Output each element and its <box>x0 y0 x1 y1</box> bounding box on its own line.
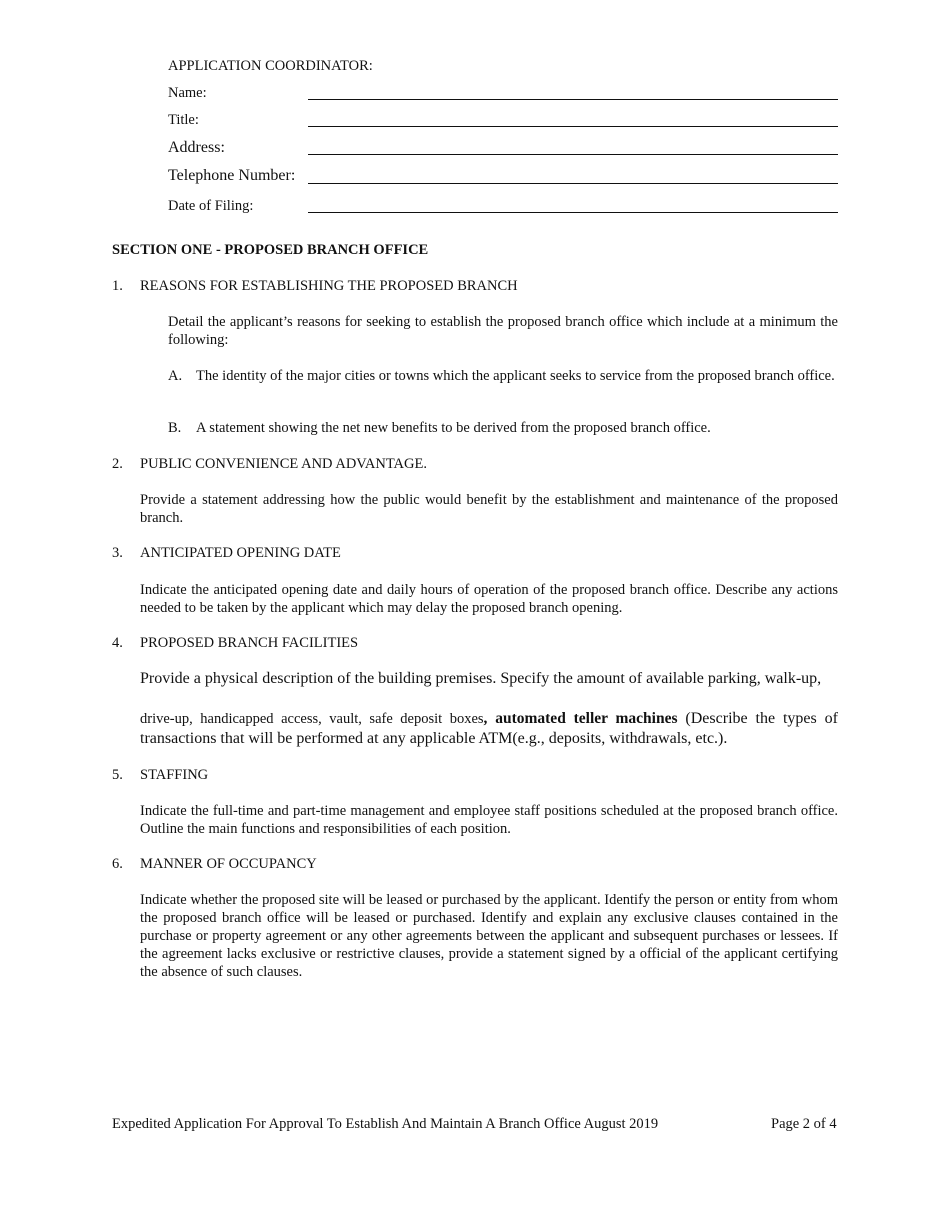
telephone-label: Telephone Number: <box>168 167 296 184</box>
footer-page-number: Page 2 of 4 <box>771 1116 837 1132</box>
item-2-text: Provide a statement addressing how the public would benefit by the establishment and maintenance of the proposed branch. <box>140 492 838 526</box>
item-2-title: PUBLIC CONVENIENCE AND ADVANTAGE. <box>140 456 427 472</box>
title-label: Title: <box>168 112 199 128</box>
item-6-title: MANNER OF OCCUPANCY <box>140 856 317 872</box>
item-5-title: STAFFING <box>140 767 209 783</box>
item-3-number: 3. <box>112 545 123 561</box>
item-5-text: Indicate the full-time and part-time management and employee staff positions scheduled at the proposed branch office. Outline the main functions and responsibilities of each position. <box>140 803 838 837</box>
item-3-text: Indicate the anticipated opening date and daily hours of operation of the proposed branch office. Describe any actions needed to be taken by the applicant which may delay the proposed branch opening. <box>140 582 838 616</box>
date-of-filing-label: Date of Filing: <box>168 198 254 214</box>
item-6-text: Indicate whether the proposed site will be leased or purchased by the applicant. Identify the person or entity from whom the proposed branch office will be leased or purchased. Identify and explain any exclusive clauses contained in the purchase or property agreement or any other agreements between the applicant and subsequent purchases or lessees. If the agreement lacks exclusive or restrictive clauses, provide a statement signed by a official of the applicant certifying the absence of such clauses. <box>140 892 838 980</box>
telephone-field-line[interactable] <box>308 183 838 184</box>
item-4-text-bold: , automated teller machines <box>483 710 678 727</box>
name-field-line[interactable] <box>308 99 838 100</box>
item-4-text-line1: Provide a physical description of the building premises. Specify the amount of available parking, walk-up, <box>140 670 822 687</box>
item-4-text-part-b: (Describe the types of transactions that will be performed at any applicable ATM(e.g., deposits, withdrawals, etc.). <box>140 710 838 747</box>
item-1a-letter: A. <box>168 368 183 384</box>
item-4-title: PROPOSED BRANCH FACILITIES <box>140 635 359 651</box>
item-3-title: ANTICIPATED OPENING DATE <box>140 545 341 561</box>
item-4-text-paragraph <box>140 709 838 749</box>
item-1-number: 1. <box>112 278 123 294</box>
section-one-heading: SECTION ONE - PROPOSED BRANCH OFFICE <box>112 242 429 258</box>
address-label: Address: <box>168 139 225 156</box>
item-4-text-part-a: drive-up, handicapped access, vault, safe deposit boxes <box>140 711 484 727</box>
coordinator-heading: APPLICATION COORDINATOR: <box>168 58 373 74</box>
name-label: Name: <box>168 85 207 101</box>
item-4-number: 4. <box>112 635 123 651</box>
item-1a-text: The identity of the major cities or towns which the applicant seeks to service from the proposed branch office. <box>196 368 835 384</box>
item-1-text: Detail the applicant’s reasons for seeking to establish the proposed branch office which include at a minimum the following: <box>168 314 838 348</box>
footer-title: Expedited Application For Approval To Establish And Maintain A Branch Office August 2019 <box>112 1116 659 1132</box>
date-of-filing-field-line[interactable] <box>308 212 838 213</box>
item-5-number: 5. <box>112 767 123 783</box>
title-field-line[interactable] <box>308 126 838 127</box>
address-field-line[interactable] <box>308 154 838 155</box>
item-6-number: 6. <box>112 856 123 872</box>
item-1b-text: A statement showing the net new benefits to be derived from the proposed branch office. <box>196 420 711 436</box>
item-1b-letter: B. <box>168 420 182 436</box>
item-2-number: 2. <box>112 456 123 472</box>
item-1-title: REASONS FOR ESTABLISHING THE PROPOSED BRANCH <box>140 278 518 294</box>
